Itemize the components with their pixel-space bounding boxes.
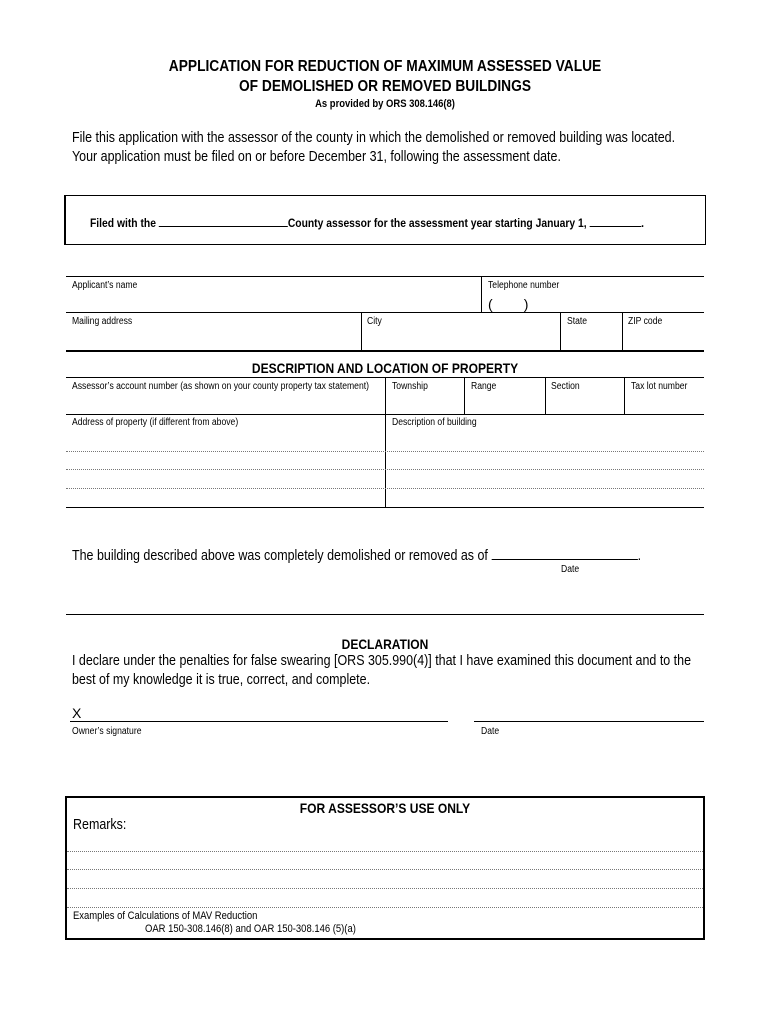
township-field[interactable] xyxy=(390,394,460,412)
section-field[interactable] xyxy=(549,394,621,412)
filed-suffix: . xyxy=(641,216,645,230)
property-line-1 xyxy=(66,451,704,452)
city-divider xyxy=(361,312,362,350)
range-label: Range xyxy=(471,381,497,392)
property-line-3 xyxy=(66,488,704,489)
state-divider xyxy=(560,312,561,350)
declaration-heading: DECLARATION xyxy=(341,636,429,652)
intro-line1: File this application with the assessor of the county in which the demolished or removed building was located. xyxy=(72,130,676,146)
county-field[interactable] xyxy=(159,214,288,227)
section-separator xyxy=(66,614,704,615)
tax-lot-label: Tax lot number xyxy=(631,381,688,392)
property-line-2 xyxy=(66,469,704,470)
demolished-end: . xyxy=(637,548,642,564)
form-title-line2: OF DEMOLISHED OR REMOVED BUILDINGS xyxy=(238,78,532,95)
signature-date-line xyxy=(474,721,704,722)
remarks-label: Remarks: xyxy=(73,817,127,833)
property-address-field[interactable] xyxy=(70,430,380,448)
range-divider xyxy=(464,377,465,414)
account-number-field[interactable] xyxy=(70,394,380,412)
form-title-line1: APPLICATION FOR REDUCTION OF MAXIMUM ASSESSED VALUE xyxy=(168,58,602,75)
demolished-text: The building described above was completely demolished or removed as of xyxy=(72,548,488,564)
zip-divider xyxy=(622,312,623,350)
zip-code-label: ZIP code xyxy=(628,316,663,327)
range-field[interactable] xyxy=(469,394,541,412)
zip-code-field[interactable] xyxy=(626,328,701,346)
section-divider xyxy=(545,377,546,414)
mailing-address-label: Mailing address xyxy=(72,316,133,327)
state-label: State xyxy=(567,316,588,327)
applicant-name-field[interactable] xyxy=(70,293,475,311)
property-heading: DESCRIPTION AND LOCATION OF PROPERTY xyxy=(251,360,519,376)
assessor-use-box xyxy=(65,796,705,940)
signature-x-mark: X xyxy=(72,705,82,721)
account-number-label: Assessor’s account number (as shown on your county property tax statement) xyxy=(72,381,370,392)
phone-divider xyxy=(481,276,482,312)
applicant-mid-rule xyxy=(66,312,704,313)
property-mid-rule xyxy=(66,414,704,415)
telephone-label: Telephone number xyxy=(488,280,560,291)
remarks-line-4 xyxy=(67,907,703,908)
state-field[interactable] xyxy=(565,328,617,346)
property-bottom-rule xyxy=(66,507,704,508)
filed-middle: County assessor for the assessment year starting January 1, xyxy=(287,216,587,230)
township-label: Township xyxy=(392,381,428,392)
declaration-line1: I declare under the penalties for false swearing [ORS 305.990(4)] that I have examined this document and to the xyxy=(72,653,692,669)
demolished-date-label: Date xyxy=(561,564,580,575)
remarks-line-3 xyxy=(67,888,703,889)
mailing-address-field[interactable] xyxy=(70,328,355,346)
remarks-line-2 xyxy=(67,869,703,870)
building-description-label: Description of building xyxy=(392,417,477,428)
section-label: Section xyxy=(551,381,580,392)
signature-line xyxy=(70,721,448,722)
owner-signature-field[interactable] xyxy=(88,704,448,720)
filed-with-line xyxy=(90,214,644,230)
taxlot-divider xyxy=(624,377,625,414)
signature-date-field[interactable] xyxy=(476,704,704,720)
filed-with-box xyxy=(64,195,706,245)
intro-line2: Your application must be filed on or before December 31, following the assessment date. xyxy=(72,149,561,165)
tax-lot-field[interactable] xyxy=(629,394,701,412)
examples-line2: OAR 150-308.146(8) and OAR 150-308.146 (5)(a) xyxy=(145,923,356,935)
applicant-name-label: Applicant’s name xyxy=(72,280,138,291)
examples-line1: Examples of Calculations of MAV Reduction xyxy=(73,910,258,922)
filed-prefix: Filed with the xyxy=(90,216,156,230)
applicant-top-rule xyxy=(66,276,704,277)
building-description-field[interactable] xyxy=(390,430,700,448)
demolished-date-field[interactable] xyxy=(491,545,637,560)
city-field[interactable] xyxy=(365,328,555,346)
assessment-year-field[interactable] xyxy=(590,214,642,227)
declaration-line2: best of my knowledge it is true, correct, and complete. xyxy=(72,672,371,688)
owner-signature-label: Owner’s signature xyxy=(72,726,142,737)
applicant-bottom-rule xyxy=(66,350,704,352)
city-label: City xyxy=(367,316,382,327)
remarks-line-1 xyxy=(67,851,703,852)
form-subtitle: As provided by ORS 308.146(8) xyxy=(315,98,455,110)
telephone-field[interactable]: ( ) xyxy=(488,296,529,312)
demolished-statement xyxy=(72,545,641,564)
signature-date-label: Date xyxy=(481,726,500,737)
property-address-label: Address of property (if different from above) xyxy=(72,417,239,428)
assessor-heading: FOR ASSESSOR’S USE ONLY xyxy=(299,800,471,816)
